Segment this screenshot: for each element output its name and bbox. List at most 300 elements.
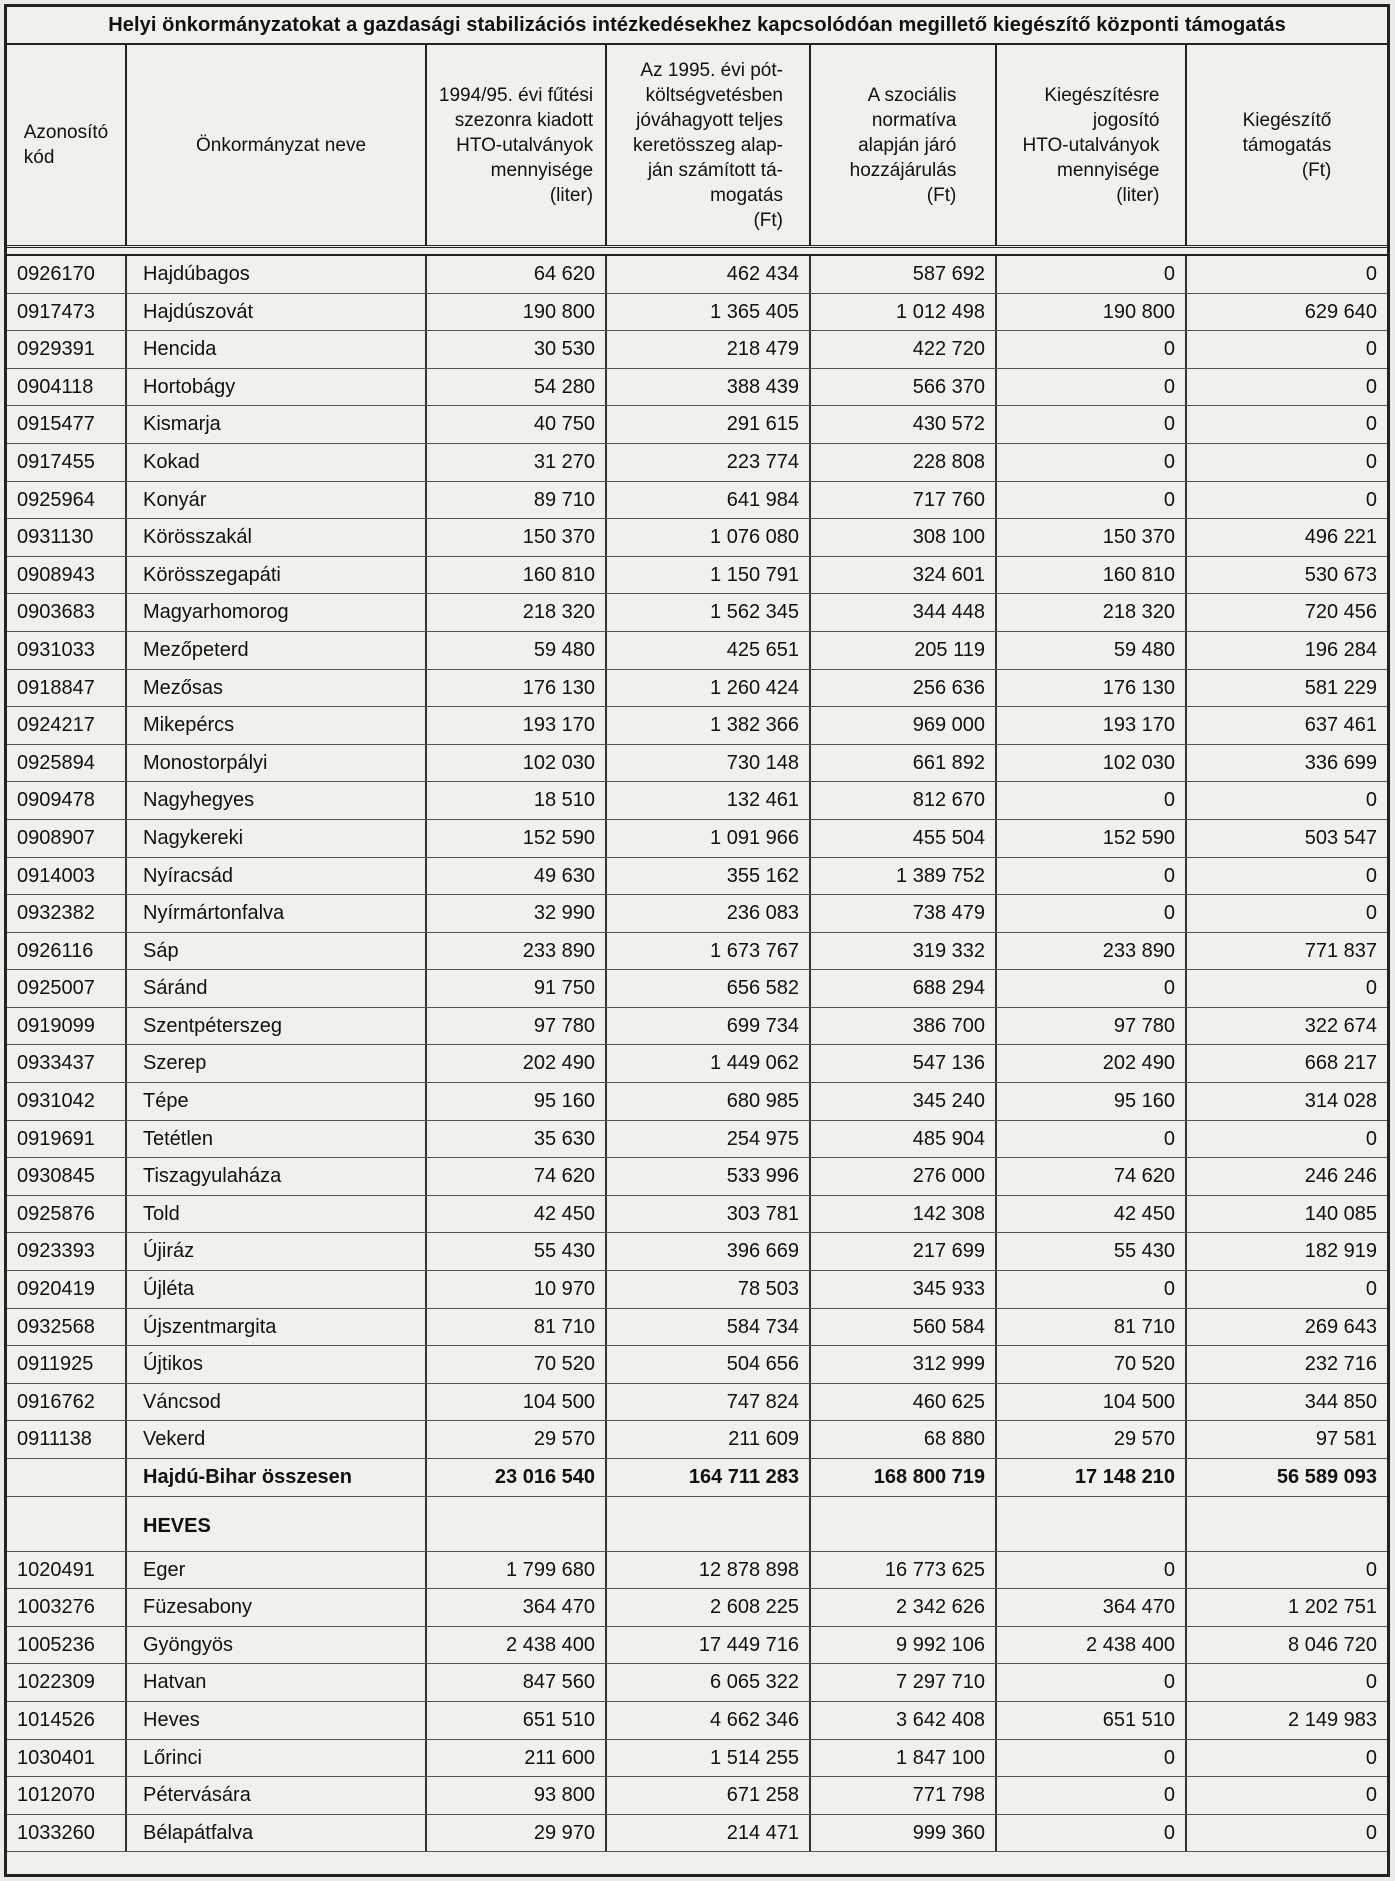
- cell-social-contribution: 205 119: [811, 632, 997, 669]
- cell-hto-quantity: 91 750: [427, 970, 607, 1007]
- header-supplementary-support: Kiegészítő támogatás (Ft): [1242, 109, 1332, 181]
- cell-id: 1005236: [7, 1627, 127, 1664]
- cell-name: Sáránd: [127, 970, 427, 1007]
- cell-eligible-hto: 651 510: [997, 1702, 1187, 1739]
- cell-budget-support: 303 781: [607, 1196, 811, 1233]
- cell-supplementary-support: 269 643: [1304, 1315, 1377, 1338]
- cell-supplementary-support: 246 246: [1304, 1165, 1377, 1188]
- header-budget-support: Az 1995. évi pót- költségvetésben jóváhagyott teljes keretösszeg alap- ján számított tá- mogatás (Ft): [607, 45, 811, 245]
- cell-eligible-hto: 0: [997, 895, 1187, 932]
- cell-eligible-hto: 0: [997, 1552, 1187, 1589]
- cell-budget-support: 671 258: [607, 1777, 811, 1814]
- cell-supplementary-support: 0: [1365, 263, 1377, 285]
- table-row: [7, 1008, 1387, 1046]
- table-row: [7, 1421, 1387, 1459]
- cell-budget-support: 504 656: [607, 1346, 811, 1383]
- table-row: [7, 1384, 1387, 1422]
- cell-budget-support: 223 774: [607, 444, 811, 481]
- cell-eligible-hto: 2 438 400: [997, 1627, 1187, 1664]
- cell-social-contribution: 661 892: [811, 745, 997, 782]
- cell-hto-quantity: 64 620: [427, 256, 607, 293]
- cell-budget-support: 730 148: [607, 745, 811, 782]
- header-social-contribution: A szociális normatíva alapján járó hozzájárulás (Ft): [811, 45, 997, 245]
- cell-name: Hatvan: [127, 1664, 427, 1701]
- cell-budget-support: 1 091 966: [607, 820, 811, 857]
- cell-social-contribution: 68 880: [811, 1421, 997, 1458]
- cell-supplementary-support: 530 673: [1304, 563, 1377, 586]
- cell-eligible-hto: 364 470: [997, 1589, 1187, 1626]
- cell-supplementary-support: 344 850: [1304, 1390, 1377, 1413]
- cell-name: Újiráz: [127, 1233, 427, 1270]
- cell-id: 1003276: [7, 1589, 127, 1626]
- cell-eligible-hto: 176 130: [997, 670, 1187, 707]
- cell-eligible-hto: 233 890: [997, 933, 1187, 970]
- cell-name: Újléta: [127, 1271, 427, 1308]
- cell-budget-support: 291 615: [607, 406, 811, 443]
- cell-budget-support: 4 662 346: [607, 1702, 811, 1739]
- cell-name: Kokad: [127, 444, 427, 481]
- cell-hto-quantity: 190 800: [427, 294, 607, 331]
- table-row: [7, 1664, 1387, 1702]
- table-row: [7, 782, 1387, 820]
- table-row: [7, 1777, 1387, 1815]
- table-row: [7, 1083, 1387, 1121]
- table-row: [7, 1627, 1387, 1665]
- table-row: [7, 632, 1387, 670]
- cell-id: 0932382: [7, 895, 127, 932]
- cell-budget-support: 584 734: [607, 1309, 811, 1346]
- cell-id: 0908907: [7, 820, 127, 857]
- cell-budget-support: 641 984: [607, 482, 811, 519]
- cell-supplementary-support: 668 217: [1304, 1052, 1377, 1075]
- cell-eligible-hto: 0: [997, 782, 1187, 819]
- cell-hto-quantity: 93 800: [427, 1777, 607, 1814]
- cell-social-contribution: 386 700: [811, 1008, 997, 1045]
- cell-hto-quantity: 104 500: [427, 1384, 607, 1421]
- cell-social-contribution: 460 625: [811, 1384, 997, 1421]
- cell-id: 1020491: [7, 1552, 127, 1589]
- cell-name: Nyíracsád: [127, 858, 427, 895]
- table-row: [7, 406, 1387, 444]
- cell-hto-quantity: 847 560: [427, 1664, 607, 1701]
- cell-hto-quantity: 10 970: [427, 1271, 607, 1308]
- cell-id: 1012070: [7, 1777, 127, 1814]
- cell-name: Szerep: [127, 1045, 427, 1082]
- cell-id: 0925964: [7, 482, 127, 519]
- cell-budget-support: 680 985: [607, 1083, 811, 1120]
- cell-name: Bélapátfalva: [127, 1815, 427, 1852]
- table-row: [7, 670, 1387, 708]
- cell-hto-quantity: 29 970: [427, 1815, 607, 1852]
- cell-budget-support: 1 076 080: [607, 519, 811, 556]
- table-row: [7, 745, 1387, 783]
- cell-id: 0924217: [7, 707, 127, 744]
- cell-eligible-hto: 0: [997, 1664, 1187, 1701]
- table-row: [7, 557, 1387, 595]
- cell-name: Told: [127, 1196, 427, 1233]
- cell-name: Váncsod: [127, 1384, 427, 1421]
- table-row: [7, 1702, 1387, 1740]
- cell-social-contribution: 308 100: [811, 519, 997, 556]
- table-row: [7, 933, 1387, 971]
- cell-budget-support: 1 382 366: [607, 707, 811, 744]
- cell-id: 0918847: [7, 670, 127, 707]
- cell-social-contribution: 16 773 625: [811, 1552, 997, 1589]
- cell-id: 0920419: [7, 1271, 127, 1308]
- cell-name: Nyírmártonfalva: [127, 895, 427, 932]
- header-id: Azonosító kód: [7, 45, 127, 245]
- cell-id: 0909478: [7, 782, 127, 819]
- cell-budget-support: 218 479: [607, 331, 811, 368]
- cell-budget-support: 2 608 225: [607, 1589, 811, 1626]
- cell-id: 0916762: [7, 1384, 127, 1421]
- cell-supplementary-support: 8 046 720: [1288, 1633, 1377, 1656]
- table-body: [7, 256, 1387, 1852]
- cell-name: Monostorpályi: [127, 745, 427, 782]
- cell-id: 1030401: [7, 1740, 127, 1777]
- cell-id: 0926170: [7, 256, 127, 293]
- cell-name: Füzesabony: [127, 1589, 427, 1626]
- table-row: [7, 707, 1387, 745]
- cell-id: 1014526: [7, 1702, 127, 1739]
- cell-social-contribution: 256 636: [811, 670, 997, 707]
- cell-supplementary-support: 503 547: [1304, 826, 1377, 849]
- cell-supplementary-support: 0: [1365, 1278, 1377, 1301]
- cell-eligible-hto: 95 160: [997, 1083, 1187, 1120]
- cell-hto-quantity: 202 490: [427, 1045, 607, 1082]
- cell-id: 1033260: [7, 1815, 127, 1852]
- cell-name: Tetétlen: [127, 1121, 427, 1158]
- cell-social-contribution: 319 332: [811, 933, 997, 970]
- cell-name: Hajdúbagos: [127, 256, 427, 293]
- cell-id: 0914003: [7, 858, 127, 895]
- cell-supplementary-support: 1 202 751: [1288, 1596, 1377, 1619]
- cell-supplementary-support: 0: [1365, 1671, 1377, 1694]
- cell-budget-support: 388 439: [607, 369, 811, 406]
- cell-supplementary-support: 771 837: [1304, 939, 1377, 962]
- cell-eligible-hto: 152 590: [997, 820, 1187, 857]
- empty-cell: [607, 1497, 811, 1551]
- cell-hto-quantity: 40 750: [427, 406, 607, 443]
- cell-hto-quantity: 160 810: [427, 557, 607, 594]
- cell-budget-support: 355 162: [607, 858, 811, 895]
- cell-supplementary-support: 97 581: [1315, 1428, 1377, 1451]
- cell-id: 0925007: [7, 970, 127, 1007]
- empty-cell: [7, 1497, 127, 1551]
- cell-supplementary-support: 322 674: [1304, 1014, 1377, 1037]
- cell-eligible-hto: 74 620: [997, 1158, 1187, 1195]
- cell-id: 0929391: [7, 331, 127, 368]
- cell-name: Mikepércs: [127, 707, 427, 744]
- header-name: Önkormányzat neve: [127, 45, 427, 245]
- cell-budget-support: 425 651: [607, 632, 811, 669]
- cell-eligible-hto: 218 320: [997, 594, 1187, 631]
- cell-id: 0925894: [7, 745, 127, 782]
- cell-hto-quantity: 651 510: [427, 1702, 607, 1739]
- cell-eligible-hto: 0: [997, 256, 1187, 293]
- cell-supplementary-support: 0: [1365, 902, 1377, 925]
- header-hto-quantity: 1994/95. évi fűtési szezonra kiadott HTO-utalványok mennyisége (liter): [427, 45, 607, 245]
- county-heading: HEVES: [127, 1497, 427, 1551]
- cell-budget-support: 747 824: [607, 1384, 811, 1421]
- cell-budget-support: 1 514 255: [607, 1740, 811, 1777]
- cell-social-contribution: 1 847 100: [811, 1740, 997, 1777]
- cell-supplementary-support: 336 699: [1304, 751, 1377, 774]
- cell-eligible-hto: 0: [997, 1271, 1187, 1308]
- cell-budget-support: 214 471: [607, 1815, 811, 1852]
- cell-social-contribution: 455 504: [811, 820, 997, 857]
- cell-name: Nagykereki: [127, 820, 427, 857]
- cell-eligible-hto: 0: [997, 444, 1187, 481]
- cell-id: 0930845: [7, 1158, 127, 1195]
- cell-eligible-hto: 0: [997, 1815, 1187, 1852]
- table-row: [7, 895, 1387, 933]
- cell-hto-quantity: 176 130: [427, 670, 607, 707]
- cell-id: 1022309: [7, 1664, 127, 1701]
- cell-name: Gyöngyös: [127, 1627, 427, 1664]
- cell-hto-quantity: 32 990: [427, 895, 607, 932]
- cell-name: Szentpéterszeg: [127, 1008, 427, 1045]
- cell-hto-quantity: 193 170: [427, 707, 607, 744]
- cell-name: Eger: [127, 1552, 427, 1589]
- cell-eligible-hto: 97 780: [997, 1008, 1187, 1045]
- cell-budget-support: 1 365 405: [607, 294, 811, 331]
- cell-social-contribution: 345 240: [811, 1083, 997, 1120]
- cell-hto-quantity: 59 480: [427, 632, 607, 669]
- cell-supplementary-support: 196 284: [1304, 638, 1377, 661]
- cell-eligible-hto: 42 450: [997, 1196, 1187, 1233]
- cell-supplementary-support: 0: [1365, 338, 1377, 361]
- cell-budget-support: 164 711 283: [607, 1459, 811, 1496]
- cell-eligible-hto: 0: [997, 331, 1187, 368]
- cell-social-contribution: 430 572: [811, 406, 997, 443]
- cell-social-contribution: 228 808: [811, 444, 997, 481]
- cell-supplementary-support: 0: [1365, 375, 1377, 398]
- cell-id: 0932568: [7, 1309, 127, 1346]
- cell-social-contribution: 560 584: [811, 1309, 997, 1346]
- table-row: [7, 1158, 1387, 1196]
- cell-supplementary-support: 56 589 093: [1276, 1466, 1377, 1488]
- cell-id: 0915477: [7, 406, 127, 443]
- cell-social-contribution: 276 000: [811, 1158, 997, 1195]
- cell-hto-quantity: 102 030: [427, 745, 607, 782]
- cell-name: Magyarhomorog: [127, 594, 427, 631]
- cell-hto-quantity: 35 630: [427, 1121, 607, 1158]
- cell-hto-quantity: 218 320: [427, 594, 607, 631]
- cell-supplementary-support: 0: [1365, 1821, 1377, 1844]
- cell-eligible-hto: 0: [997, 1777, 1187, 1814]
- cell-hto-quantity: 1 799 680: [427, 1552, 607, 1589]
- cell-social-contribution: 7 297 710: [811, 1664, 997, 1701]
- cell-eligible-hto: 0: [997, 482, 1187, 519]
- cell-eligible-hto: 202 490: [997, 1045, 1187, 1082]
- cell-eligible-hto: 0: [997, 369, 1187, 406]
- total-row: [7, 1459, 1387, 1497]
- cell-budget-support: 533 996: [607, 1158, 811, 1195]
- table-row: [7, 858, 1387, 896]
- cell-hto-quantity: 70 520: [427, 1346, 607, 1383]
- county-heading-row: [7, 1497, 1387, 1552]
- cell-hto-quantity: 29 570: [427, 1421, 607, 1458]
- table-row: [7, 1346, 1387, 1384]
- cell-social-contribution: 344 448: [811, 594, 997, 631]
- cell-hto-quantity: 97 780: [427, 1008, 607, 1045]
- cell-budget-support: 211 609: [607, 1421, 811, 1458]
- cell-id: [7, 1459, 127, 1496]
- cell-id: 0904118: [7, 369, 127, 406]
- cell-supplementary-support: 182 919: [1304, 1240, 1377, 1263]
- cell-budget-support: 1 673 767: [607, 933, 811, 970]
- cell-budget-support: 1 449 062: [607, 1045, 811, 1082]
- cell-hto-quantity: 74 620: [427, 1158, 607, 1195]
- cell-eligible-hto: 102 030: [997, 745, 1187, 782]
- cell-budget-support: 1 150 791: [607, 557, 811, 594]
- cell-name: Vekerd: [127, 1421, 427, 1458]
- cell-name: Hortobágy: [127, 369, 427, 406]
- table-row: [7, 369, 1387, 407]
- cell-supplementary-support: 629 640: [1304, 300, 1377, 323]
- table-row: [7, 594, 1387, 632]
- cell-name: Újtikos: [127, 1346, 427, 1383]
- cell-eligible-hto: 0: [997, 1740, 1187, 1777]
- cell-eligible-hto: 0: [997, 858, 1187, 895]
- cell-social-contribution: 738 479: [811, 895, 997, 932]
- cell-hto-quantity: 152 590: [427, 820, 607, 857]
- cell-hto-quantity: 49 630: [427, 858, 607, 895]
- table-row: [7, 1121, 1387, 1159]
- cell-eligible-hto: 150 370: [997, 519, 1187, 556]
- cell-id: 0931033: [7, 632, 127, 669]
- cell-name: Mezősas: [127, 670, 427, 707]
- cell-supplementary-support: 720 456: [1304, 601, 1377, 624]
- table-row: [7, 1815, 1387, 1853]
- cell-id: 0919691: [7, 1121, 127, 1158]
- cell-eligible-hto: 160 810: [997, 557, 1187, 594]
- table-header: [7, 45, 1387, 248]
- cell-supplementary-support: 2 149 983: [1288, 1708, 1377, 1731]
- cell-social-contribution: 717 760: [811, 482, 997, 519]
- cell-hto-quantity: 2 438 400: [427, 1627, 607, 1664]
- table-row: [7, 294, 1387, 332]
- cell-hto-quantity: 211 600: [427, 1740, 607, 1777]
- cell-supplementary-support: 0: [1365, 864, 1377, 887]
- cell-name: Tiszagyulaháza: [127, 1158, 427, 1195]
- cell-budget-support: 6 065 322: [607, 1664, 811, 1701]
- cell-supplementary-support: 140 085: [1304, 1202, 1377, 1225]
- table-row: [7, 1309, 1387, 1347]
- cell-hto-quantity: 89 710: [427, 482, 607, 519]
- header-eligible-hto: Kiegészítésre jogosító HTO-utalványok mennyisége (liter): [997, 45, 1187, 245]
- cell-name: Újszentmargita: [127, 1309, 427, 1346]
- cell-social-contribution: 1 389 752: [811, 858, 997, 895]
- cell-id: 0919099: [7, 1008, 127, 1045]
- cell-social-contribution: 969 000: [811, 707, 997, 744]
- cell-social-contribution: 142 308: [811, 1196, 997, 1233]
- cell-budget-support: 1 260 424: [607, 670, 811, 707]
- table-row: [7, 820, 1387, 858]
- cell-eligible-hto: 0: [997, 970, 1187, 1007]
- cell-budget-support: 699 734: [607, 1008, 811, 1045]
- cell-id: 0931042: [7, 1083, 127, 1120]
- cell-social-contribution: 1 012 498: [811, 294, 997, 331]
- cell-social-contribution: 168 800 719: [811, 1459, 997, 1496]
- cell-social-contribution: 566 370: [811, 369, 997, 406]
- table-row: [7, 1552, 1387, 1590]
- cell-hto-quantity: 31 270: [427, 444, 607, 481]
- cell-hto-quantity: 18 510: [427, 782, 607, 819]
- cell-name: Pétervására: [127, 1777, 427, 1814]
- cell-name: Nagyhegyes: [127, 782, 427, 819]
- cell-hto-quantity: 23 016 540: [427, 1459, 607, 1496]
- cell-budget-support: 254 975: [607, 1121, 811, 1158]
- cell-id: 0911925: [7, 1346, 127, 1383]
- cell-social-contribution: 217 699: [811, 1233, 997, 1270]
- cell-eligible-hto: 17 148 210: [997, 1459, 1187, 1496]
- cell-budget-support: 132 461: [607, 782, 811, 819]
- cell-name: Hajdú-Bihar összesen: [127, 1459, 427, 1496]
- table-row: [7, 1233, 1387, 1271]
- cell-id: 0908943: [7, 557, 127, 594]
- table-row: [7, 482, 1387, 520]
- cell-budget-support: 656 582: [607, 970, 811, 1007]
- cell-hto-quantity: 364 470: [427, 1589, 607, 1626]
- cell-budget-support: 462 434: [607, 256, 811, 293]
- cell-name: Körösszakál: [127, 519, 427, 556]
- cell-id: 0911138: [7, 1421, 127, 1458]
- cell-social-contribution: 2 342 626: [811, 1589, 997, 1626]
- cell-social-contribution: 771 798: [811, 1777, 997, 1814]
- cell-eligible-hto: 55 430: [997, 1233, 1187, 1270]
- empty-cell: [1187, 1497, 1387, 1551]
- cell-eligible-hto: 81 710: [997, 1309, 1187, 1346]
- cell-id: 0925876: [7, 1196, 127, 1233]
- cell-name: Konyár: [127, 482, 427, 519]
- cell-id: 0926116: [7, 933, 127, 970]
- cell-eligible-hto: 193 170: [997, 707, 1187, 744]
- table-row: [7, 444, 1387, 482]
- cell-supplementary-support: 0: [1365, 1127, 1377, 1150]
- cell-name: Hajdúszovát: [127, 294, 427, 331]
- cell-id: 0917473: [7, 294, 127, 331]
- cell-hto-quantity: 54 280: [427, 369, 607, 406]
- cell-hto-quantity: 81 710: [427, 1309, 607, 1346]
- cell-hto-quantity: 150 370: [427, 519, 607, 556]
- cell-name: Sáp: [127, 933, 427, 970]
- cell-social-contribution: 587 692: [811, 256, 997, 293]
- cell-id: 0931130: [7, 519, 127, 556]
- cell-social-contribution: 345 933: [811, 1271, 997, 1308]
- cell-supplementary-support: 0: [1365, 1784, 1377, 1807]
- table-row: [7, 1196, 1387, 1234]
- cell-supplementary-support: 232 716: [1304, 1353, 1377, 1376]
- cell-name: Mezőpeterd: [127, 632, 427, 669]
- cell-eligible-hto: 70 520: [997, 1346, 1187, 1383]
- cell-name: Kismarja: [127, 406, 427, 443]
- cell-eligible-hto: 0: [997, 1121, 1187, 1158]
- cell-eligible-hto: 59 480: [997, 632, 1187, 669]
- document-frame: [4, 4, 1390, 1877]
- cell-supplementary-support: 0: [1365, 488, 1377, 511]
- cell-social-contribution: 999 360: [811, 1815, 997, 1852]
- table-row: [7, 1271, 1387, 1309]
- cell-eligible-hto: 29 570: [997, 1421, 1187, 1458]
- cell-social-contribution: 312 999: [811, 1346, 997, 1383]
- empty-cell: [811, 1497, 997, 1551]
- cell-budget-support: 236 083: [607, 895, 811, 932]
- table-row: [7, 970, 1387, 1008]
- cell-hto-quantity: 30 530: [427, 331, 607, 368]
- cell-social-contribution: 812 670: [811, 782, 997, 819]
